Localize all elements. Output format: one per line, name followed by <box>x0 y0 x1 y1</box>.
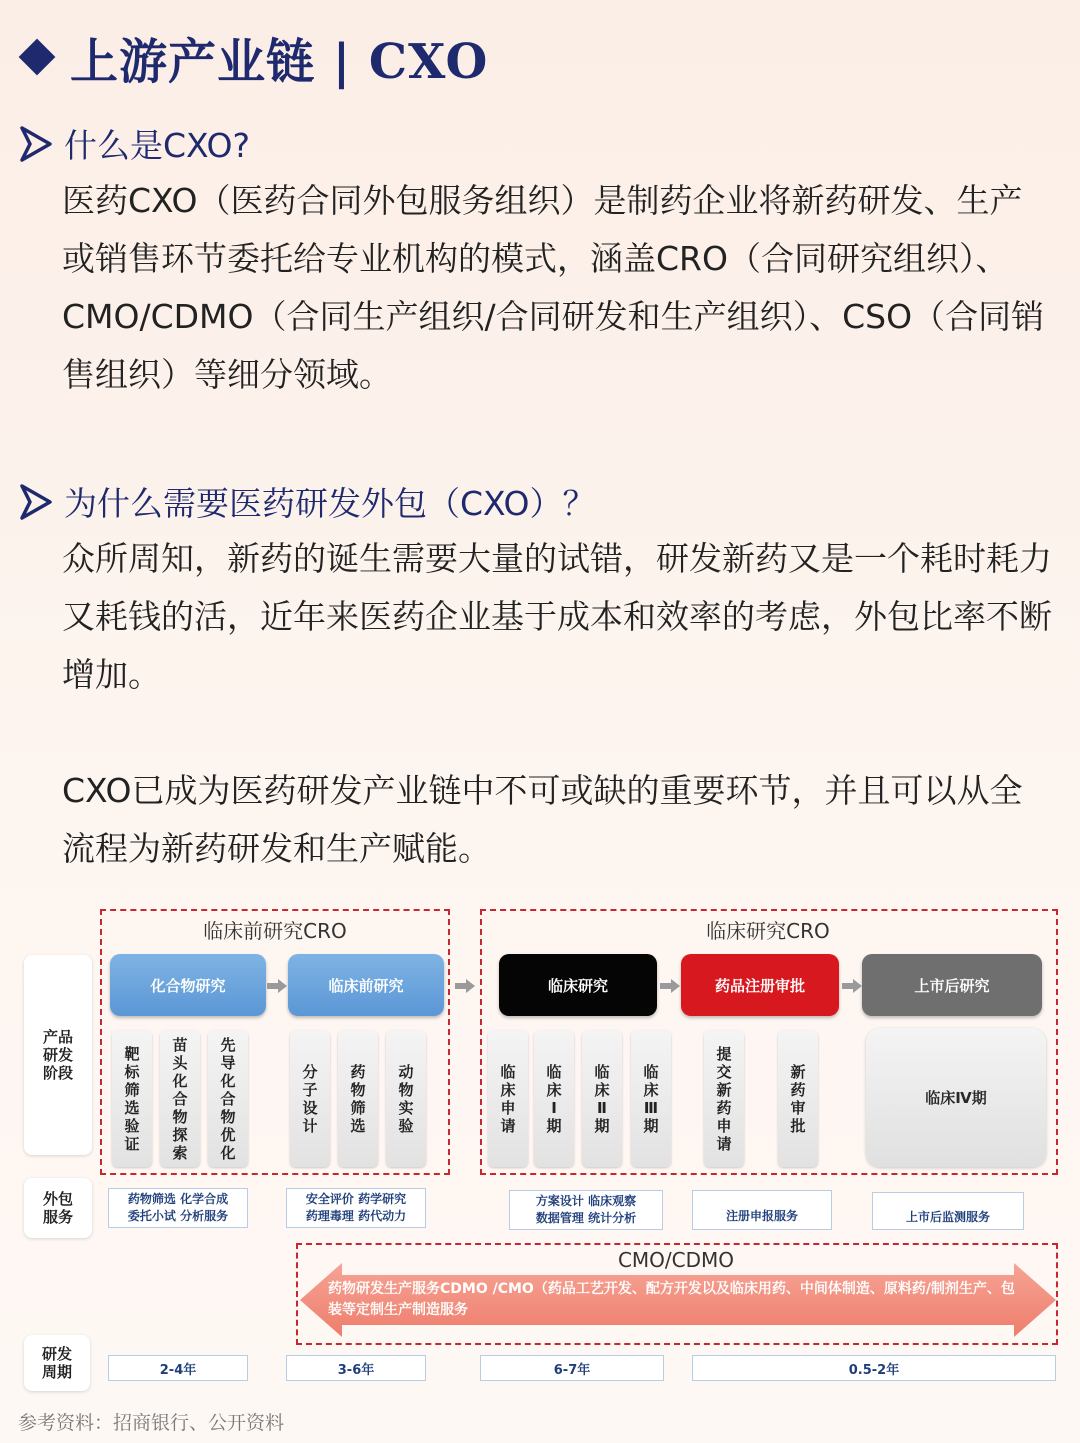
service-registration <box>692 1190 832 1230</box>
preclinical-cro-label: 临床前研究CRO <box>203 919 347 943</box>
period-preclinical: 3-6年 <box>286 1355 426 1381</box>
service-preclinical <box>286 1188 426 1228</box>
substep-lead-optimization: 先导化合物优化 <box>208 1030 248 1167</box>
page-title: 上游产业链 | CXO <box>70 33 489 90</box>
substep-phase-2: 临床Ⅱ期 <box>582 1030 622 1167</box>
substep-target-screening: 靶标筛选验证 <box>112 1030 152 1167</box>
cxo-value-chain-diagram <box>0 895 1080 1405</box>
service-line: 方案设计 临床观察 <box>535 1194 637 1208</box>
substep-submit-nda: 提交新药申请 <box>704 1030 744 1167</box>
substep-clinical-application: 临床申请 <box>488 1030 528 1167</box>
substep-phase-3: 临床Ⅲ期 <box>631 1030 671 1167</box>
service-line: 药理毒理 药代动力 <box>305 1209 407 1223</box>
paragraph-3: CXO已成为医药研发产业链中不可或缺的重要环节，并且可以从全流程为新药研发和生产赋能。 <box>62 771 1023 868</box>
diamond-bullet-icon <box>19 39 56 76</box>
stage-preclinical-research: 临床前研究 <box>288 954 444 1016</box>
period-compound: 2-4年 <box>108 1355 248 1381</box>
stage-post-market: 上市后研究 <box>862 954 1042 1016</box>
service-line: 安全评价 药学研究 <box>305 1192 407 1206</box>
service-line: 数据管理 统计分析 <box>535 1211 637 1225</box>
substep-hit-exploration: 苗头化合物探索 <box>160 1030 200 1167</box>
arrow-right-icon <box>267 979 287 993</box>
service-post-market <box>872 1192 1024 1230</box>
arrow-right-icon <box>842 979 862 993</box>
service-line: 委托小试 分析服务 <box>127 1209 229 1223</box>
service-line: 上市后监测服务 <box>905 1209 990 1224</box>
paragraph-1: 医药CXO（医药合同外包服务组织）是制药企业将新药研发、生产或销售环节委托给专业机构的模式，涵盖CRO（合同研究组织）、CMO/CDMO（合同生产组织/合同研发和生产组织）、CSO（合同销售组织）等细分领域。 <box>62 181 1045 394</box>
arrow-right-icon <box>660 979 680 993</box>
service-line: 药物筛选 化学合成 <box>127 1192 229 1206</box>
chevron-arrow-icon <box>20 484 52 520</box>
period-clinical: 6-7年 <box>480 1355 664 1381</box>
substep-drug-screening: 药物筛选 <box>338 1030 378 1167</box>
question-2 <box>20 478 596 525</box>
chevron-arrow-icon <box>20 126 52 162</box>
row-label-product-stage: 产品研发阶段 <box>24 955 92 1155</box>
stage-drug-registration: 药品注册审批 <box>681 954 839 1016</box>
clinical-cro-label: 临床研究CRO <box>706 919 830 943</box>
substep-phase-4: 临床Ⅳ期 <box>866 1028 1046 1167</box>
row-label-outsource: 外包服务 <box>24 1178 92 1238</box>
question-1-text: 什么是CXO? <box>64 126 251 165</box>
service-compound <box>108 1188 248 1228</box>
period-registration-postmarket: 0.5-2年 <box>692 1355 1056 1381</box>
question-1 <box>20 120 250 167</box>
arrow-right-icon <box>455 979 475 993</box>
paragraph-2: 众所周知，新药的诞生需要大量的试错，研发新药又是一个耗时耗力又耗钱的活，近年来医药企业基于成本和效率的考虑，外包比率不断增加。 <box>62 539 1052 694</box>
cmo-cdmo-label: CMO/CDMO <box>617 1248 735 1272</box>
substep-nda-approval: 新药审批 <box>778 1030 818 1167</box>
source-note: 参考资料：招商银行、公开资料 <box>18 1412 285 1434</box>
substep-phase-1: 临床Ⅰ期 <box>534 1030 574 1167</box>
cmo-description: 药物研发生产服务CDMO /CMO（药品工艺开发、配方开发以及临床用药、中间体制造、原料药/制剂生产、包装等定制生产制造服务 <box>328 1281 1015 1318</box>
substep-molecular-design: 分子设计 <box>290 1030 330 1167</box>
stage-compound-research: 化合物研究 <box>110 954 266 1016</box>
service-clinical <box>509 1190 663 1230</box>
stage-clinical-research: 临床研究 <box>499 954 657 1016</box>
row-label-period: 研发周期 <box>24 1335 90 1391</box>
title-row <box>18 22 488 92</box>
question-2-text: 为什么需要医药研发外包（CXO）？ <box>64 484 596 523</box>
substep-animal-testing: 动物实验 <box>386 1030 426 1167</box>
service-line: 注册申报服务 <box>725 1208 798 1223</box>
